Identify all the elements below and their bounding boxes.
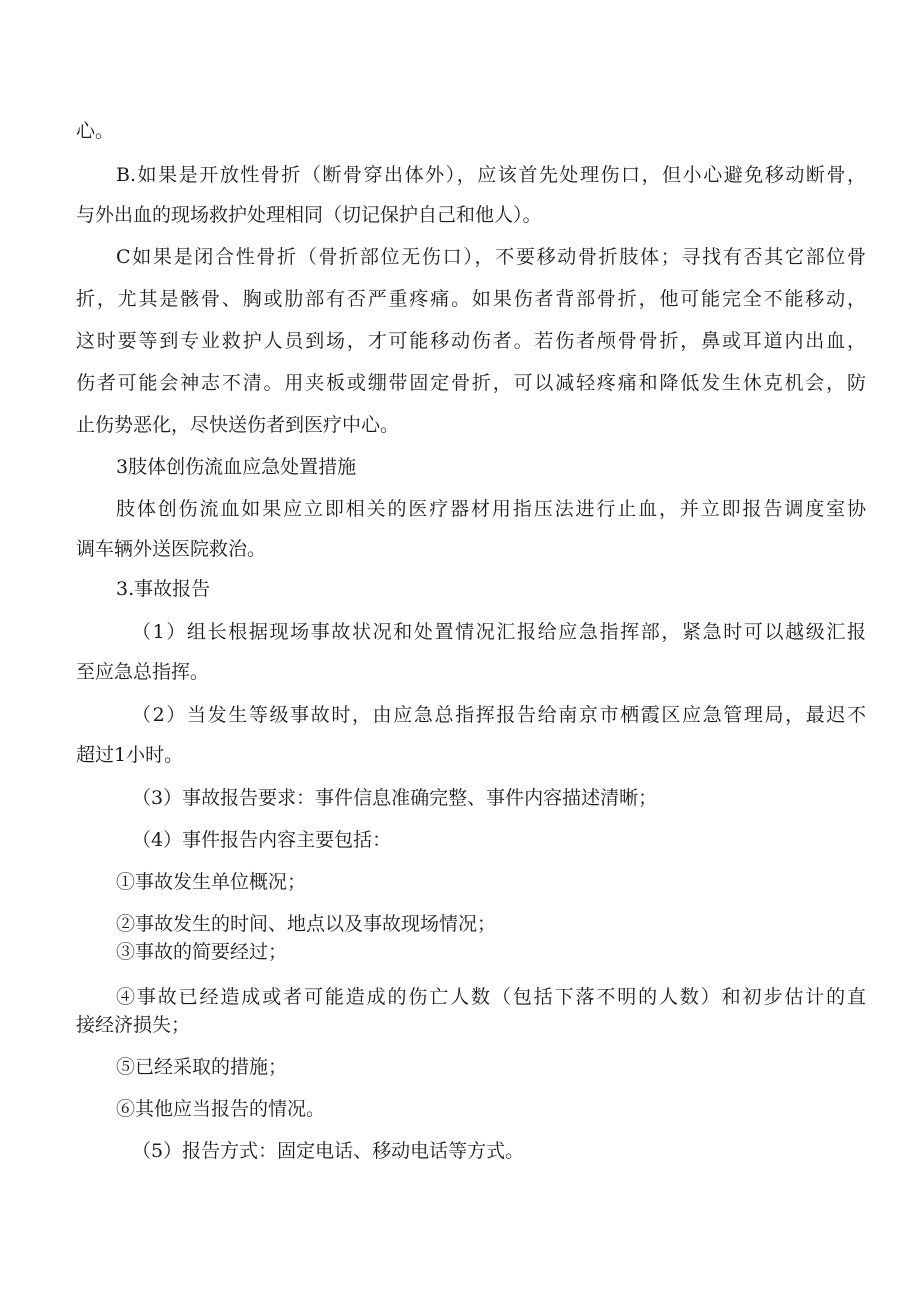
text-line: 与外出血的现场救护处理相同（切记保护自己和他人）。 [76, 204, 542, 226]
text-line: 止伤势恶化，尽快送伤者到医疗中心。 [76, 414, 400, 436]
text-line: （1）组长根据现场事故状况和处置情况汇报给应急指挥部，紧急时可以越级汇报 [132, 621, 866, 643]
text-line: （3）事故报告要求：事件信息准确完整、事件内容描述清晰； [132, 787, 658, 809]
list-item: ②事故发生的时间、地点以及事故现场情况； [116, 913, 497, 935]
text-line: 至应急总指挥。 [76, 661, 210, 683]
text-line: （2）当发生等级事故时，由应急总指挥报告给南京市栖霞区应急管理局，最迟不 [132, 704, 866, 726]
list-item: ⑥其他应当报告的情况。 [116, 1098, 326, 1120]
section-heading: 3.事故报告 [116, 578, 211, 600]
text-line: （4）事件报告内容主要包括： [132, 829, 392, 851]
list-item: ④事故已经造成或者可能造成的伤亡人数（包括下落不明的人数）和初步估计的直 [116, 986, 866, 1008]
text-line: C如果是闭合性骨折（骨折部位无伤口），不要移动骨折肢体；寻找有否其它部位骨 [116, 246, 866, 268]
text-line: 超过1小时。 [76, 744, 184, 766]
section-heading: 3肢体创伤流血应急处置措施 [116, 456, 357, 478]
text-line: 心。 [76, 120, 115, 142]
text-line: 伤者可能会神志不清。用夹板或绷带固定骨折，可以减轻疼痛和降低发生休克机会，防 [76, 372, 866, 394]
text-line: 这时要等到专业救护人员到场，才可能移动伤者。若伤者颅骨骨折，鼻或耳道内出血， [76, 330, 866, 352]
text-line: B.如果是开放性骨折（断骨穿出体外），应该首先处理伤口，但小心避免移动断骨， [116, 164, 866, 186]
list-item: ③事故的简要经过； [116, 941, 288, 963]
text-line: 接经济损失； [76, 1014, 191, 1036]
list-item: ①事故发生单位概况； [116, 871, 307, 893]
text-line: 肢体创伤流血如果应立即相关的医疗器材用指压法进行止血，并立即报告调度室协 [116, 498, 866, 520]
text-line: 调车辆外送医院救治。 [76, 538, 267, 560]
text-line: （5）报告方式：固定电话、移动电话等方式。 [132, 1140, 525, 1162]
text-line: 折，尤其是骸骨、胸或肋部有否严重疼痛。如果伤者背部骨折，他可能完全不能移动， [76, 288, 866, 310]
list-item: ⑤已经采取的措施； [116, 1056, 288, 1078]
